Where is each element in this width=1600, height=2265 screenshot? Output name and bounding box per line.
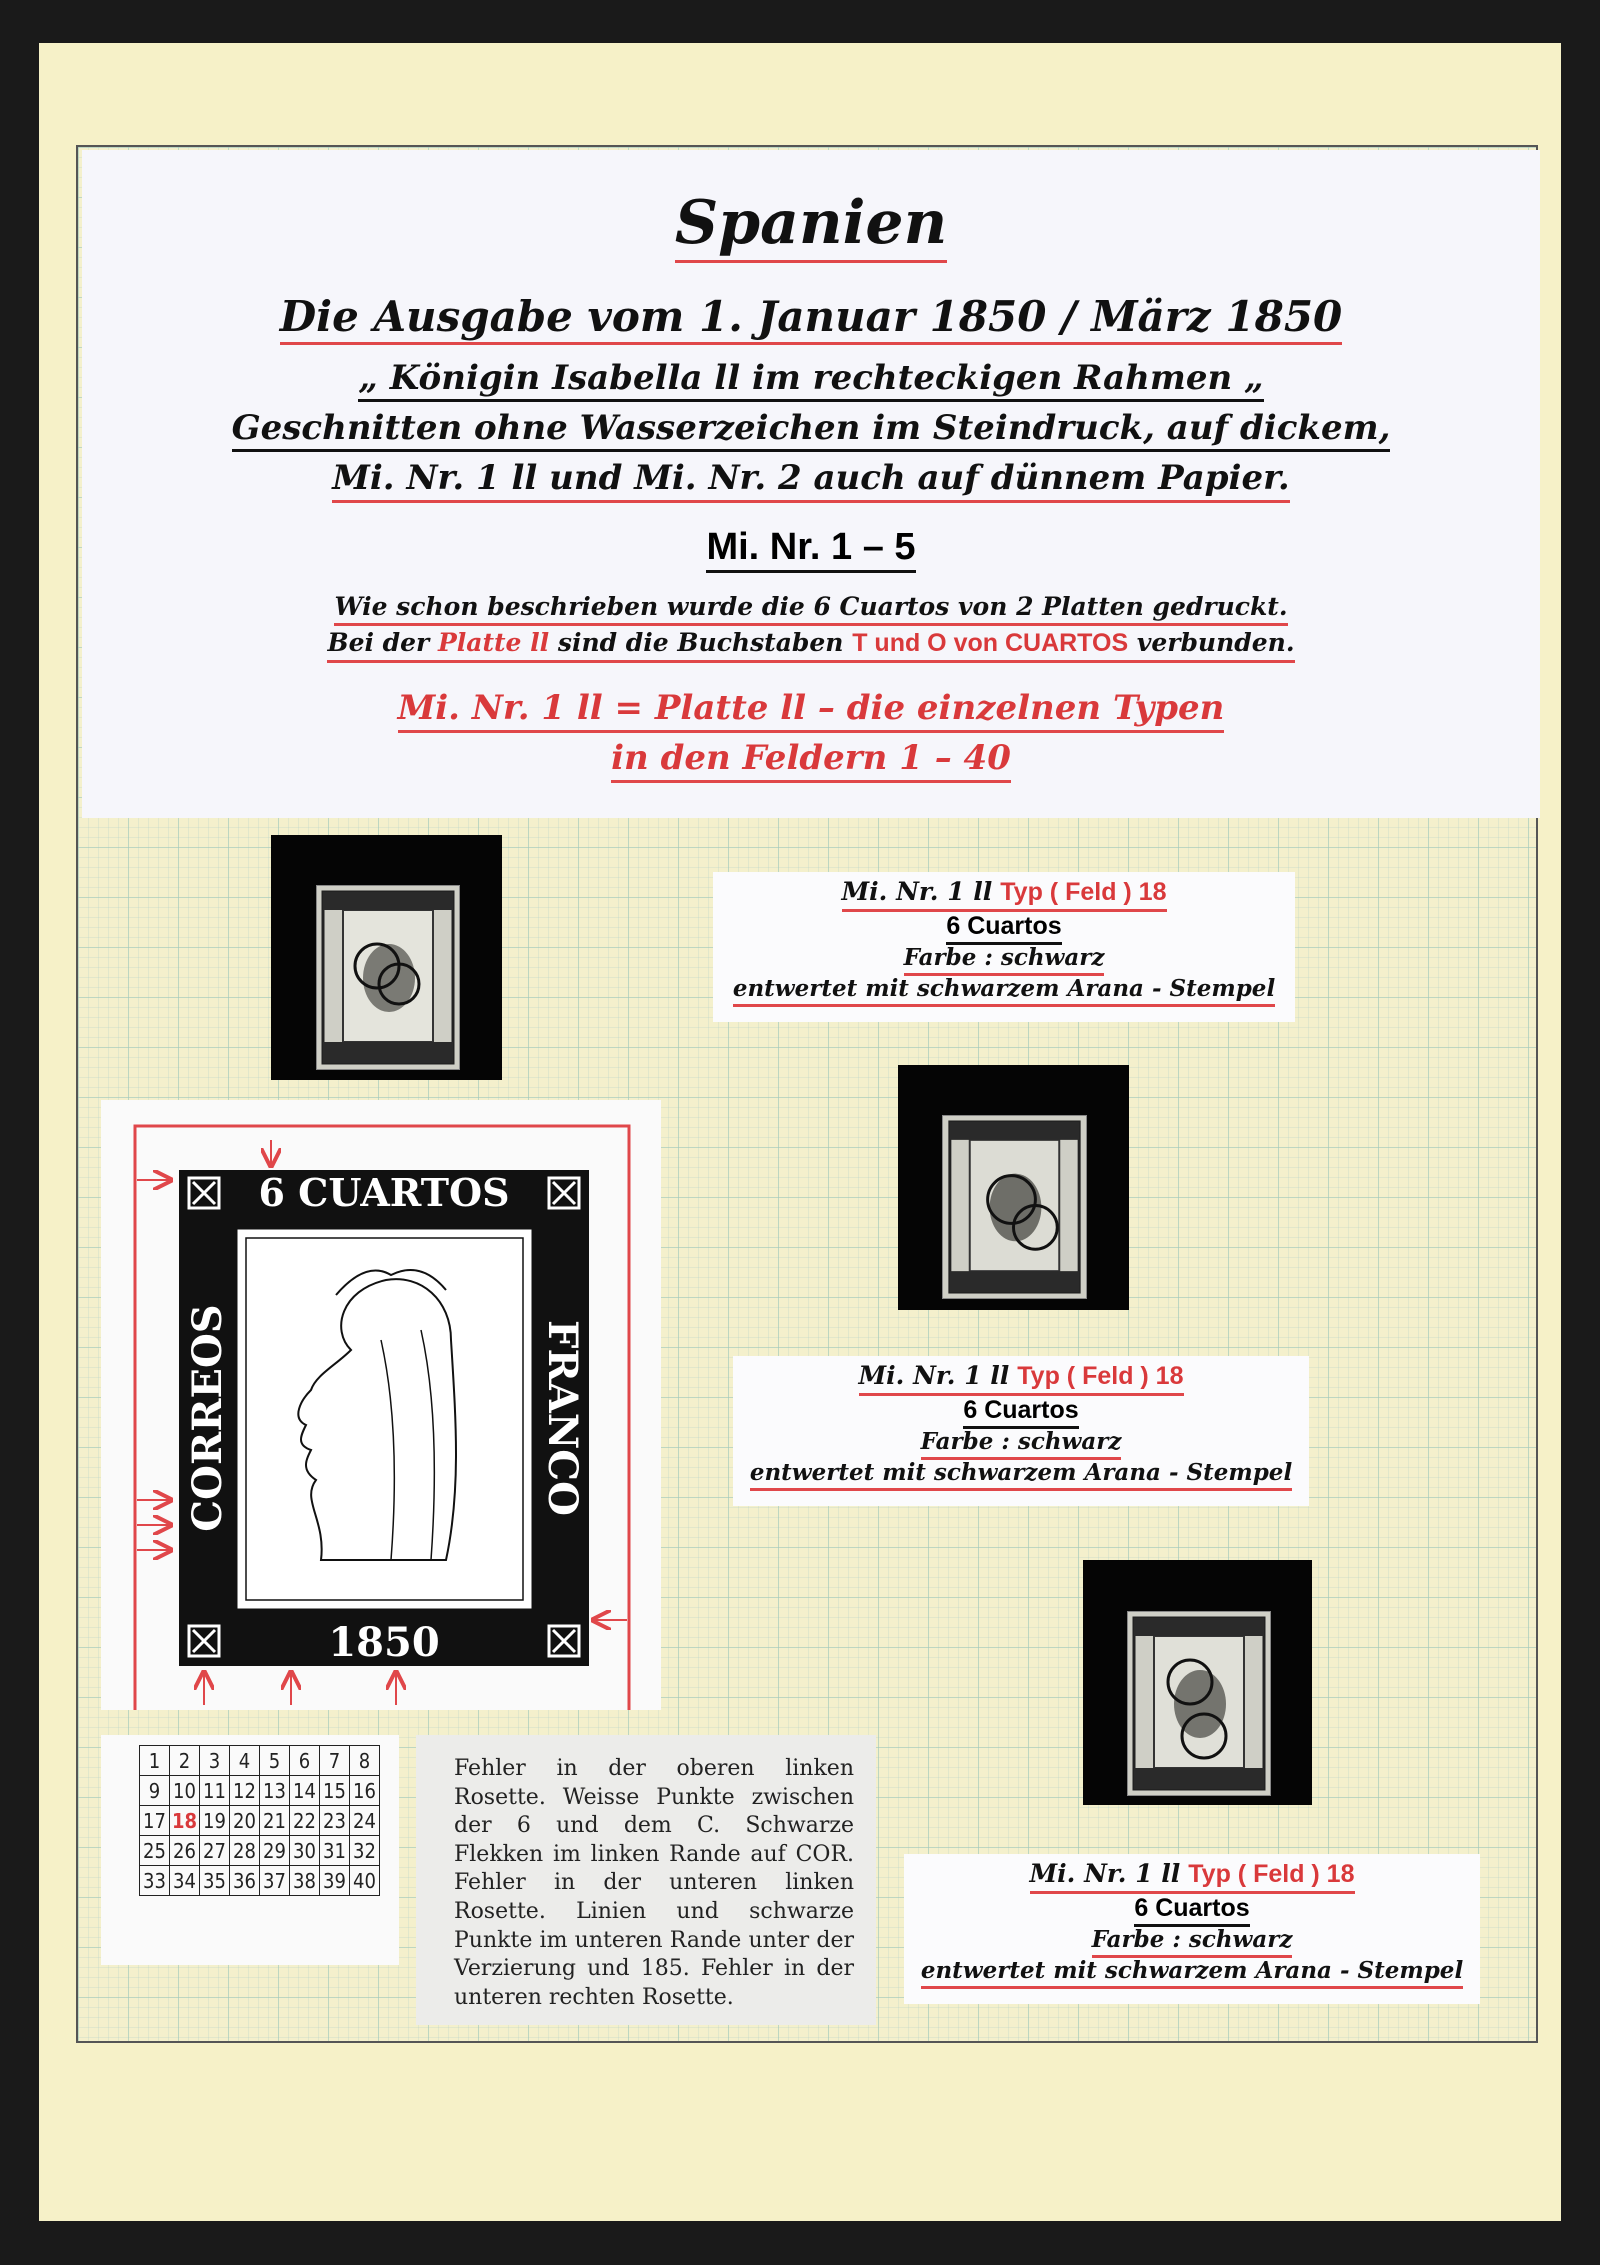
description-line-1: Wie schon beschrieben wurde die 6 Cuartos von 2 Platten gedruckt.	[82, 592, 1540, 626]
subtitle-1: „ Königin Isabella ll im rechteckigen Rahmen „	[82, 358, 1540, 402]
stamp-1	[316, 885, 460, 1070]
diagram-right-text: FRANCO	[539, 1320, 586, 1516]
grid-cell: 7	[320, 1746, 350, 1776]
grid-row	[140, 1776, 380, 1806]
grid-cell: 34	[170, 1866, 200, 1896]
grid-cell: 10	[170, 1776, 200, 1806]
grid-cell: 39	[320, 1866, 350, 1896]
grid-cell: 28	[230, 1836, 260, 1866]
grid-row	[140, 1806, 380, 1836]
grid-cell: 5	[260, 1746, 290, 1776]
stamp-2	[942, 1115, 1087, 1299]
stamp-image-icon	[1128, 1612, 1270, 1795]
grid-cell: 13	[260, 1776, 290, 1806]
grid-cell: 20	[230, 1806, 260, 1836]
grid-cell: 16	[350, 1776, 380, 1806]
grid-cell: 14	[290, 1776, 320, 1806]
diagram-left-text: CORREOS	[184, 1304, 231, 1532]
grid-cell: 15	[320, 1776, 350, 1806]
defect-text: Fehler in der oberen linken Rosette. Weisse Punkte zwischen der 6 und dem C. Schwarze Flekken im linken Rande auf COR. Fehler in der unteren linken Rosette. Linien und schwarze Punkte im unteren Rande unter der Verzierung und 185. Fehler in der unteren rechten Rosette.	[454, 1756, 854, 2010]
grid-cell: 23	[320, 1806, 350, 1836]
stamp-image-icon	[317, 886, 459, 1069]
catalog-range: Mi. Nr. 1 – 5	[82, 526, 1540, 573]
grid-cell: 30	[290, 1836, 320, 1866]
stamp-label-2: Mi. Nr. 1 ll Typ ( Feld ) 18 6 Cuartos Farbe : schwarz entwertet mit schwarzem Arana - Stempel	[733, 1356, 1309, 1506]
grid-cell: 17	[140, 1806, 170, 1836]
grid-row	[140, 1746, 380, 1776]
diagram-bottom-text: 1850	[328, 1619, 440, 1666]
defect-description	[416, 1735, 876, 2025]
plate-position-grid	[101, 1735, 399, 1965]
grid-cell: 19	[200, 1806, 230, 1836]
grid-cell: 18	[170, 1806, 200, 1836]
grid-row	[140, 1866, 380, 1896]
subtitle-3: Mi. Nr. 1 ll und Mi. Nr. 2 auch auf dünnem Papier.	[82, 458, 1540, 503]
issue-title: Die Ausgabe vom 1. Januar 1850 / März 1850	[82, 292, 1540, 345]
stamp-drawing-icon	[101, 1100, 661, 1710]
plate-line-1: Mi. Nr. 1 ll = Platte ll – die einzelnen Typen	[82, 688, 1540, 733]
grid-cell: 37	[260, 1866, 290, 1896]
grid-cell: 1	[140, 1746, 170, 1776]
grid-cell: 24	[350, 1806, 380, 1836]
grid-cell: 22	[290, 1806, 320, 1836]
grid-cell: 26	[170, 1836, 200, 1866]
grid-cell: 11	[200, 1776, 230, 1806]
stamp-3	[1127, 1611, 1271, 1796]
grid-cell: 8	[350, 1746, 380, 1776]
grid-cell: 31	[320, 1836, 350, 1866]
stamp-diagram	[101, 1100, 661, 1710]
grid-cell: 36	[230, 1866, 260, 1896]
grid-cell: 27	[200, 1836, 230, 1866]
grid-cell: 29	[260, 1836, 290, 1866]
grid-cell: 33	[140, 1866, 170, 1896]
grid-cell: 12	[230, 1776, 260, 1806]
grid-cell: 6	[290, 1746, 320, 1776]
diagram-top-text: 6 CUARTOS	[258, 1170, 510, 1215]
grid-cell: 3	[200, 1746, 230, 1776]
grid-cell: 25	[140, 1836, 170, 1866]
plate-table	[139, 1745, 380, 1896]
grid-cell: 35	[200, 1866, 230, 1896]
stamp-label-1: Mi. Nr. 1 ll Typ ( Feld ) 18 6 Cuartos Farbe : schwarz entwertet mit schwarzem Arana - Stempel	[713, 872, 1295, 1022]
grid-cell: 21	[260, 1806, 290, 1836]
subtitle-2: Geschnitten ohne Wasserzeichen im Steindruck, auf dickem,	[82, 408, 1540, 452]
description-line-2: Bei der Platte ll sind die Buchstaben T und O von CUARTOS verbunden.	[82, 628, 1540, 663]
grid-cell: 38	[290, 1866, 320, 1896]
stamp-image-icon	[943, 1116, 1086, 1298]
grid-cell: 9	[140, 1776, 170, 1806]
grid-row	[140, 1836, 380, 1866]
header-panel	[82, 150, 1540, 818]
grid-cell: 32	[350, 1836, 380, 1866]
stamp-label-3: Mi. Nr. 1 ll Typ ( Feld ) 18 6 Cuartos Farbe : schwarz entwertet mit schwarzem Arana - Stempel	[904, 1854, 1480, 2004]
grid-cell: 40	[350, 1866, 380, 1896]
country-title: Spanien	[82, 188, 1540, 263]
grid-cell: 2	[170, 1746, 200, 1776]
plate-line-2: in den Feldern 1 – 40	[82, 738, 1540, 783]
grid-cell: 4	[230, 1746, 260, 1776]
